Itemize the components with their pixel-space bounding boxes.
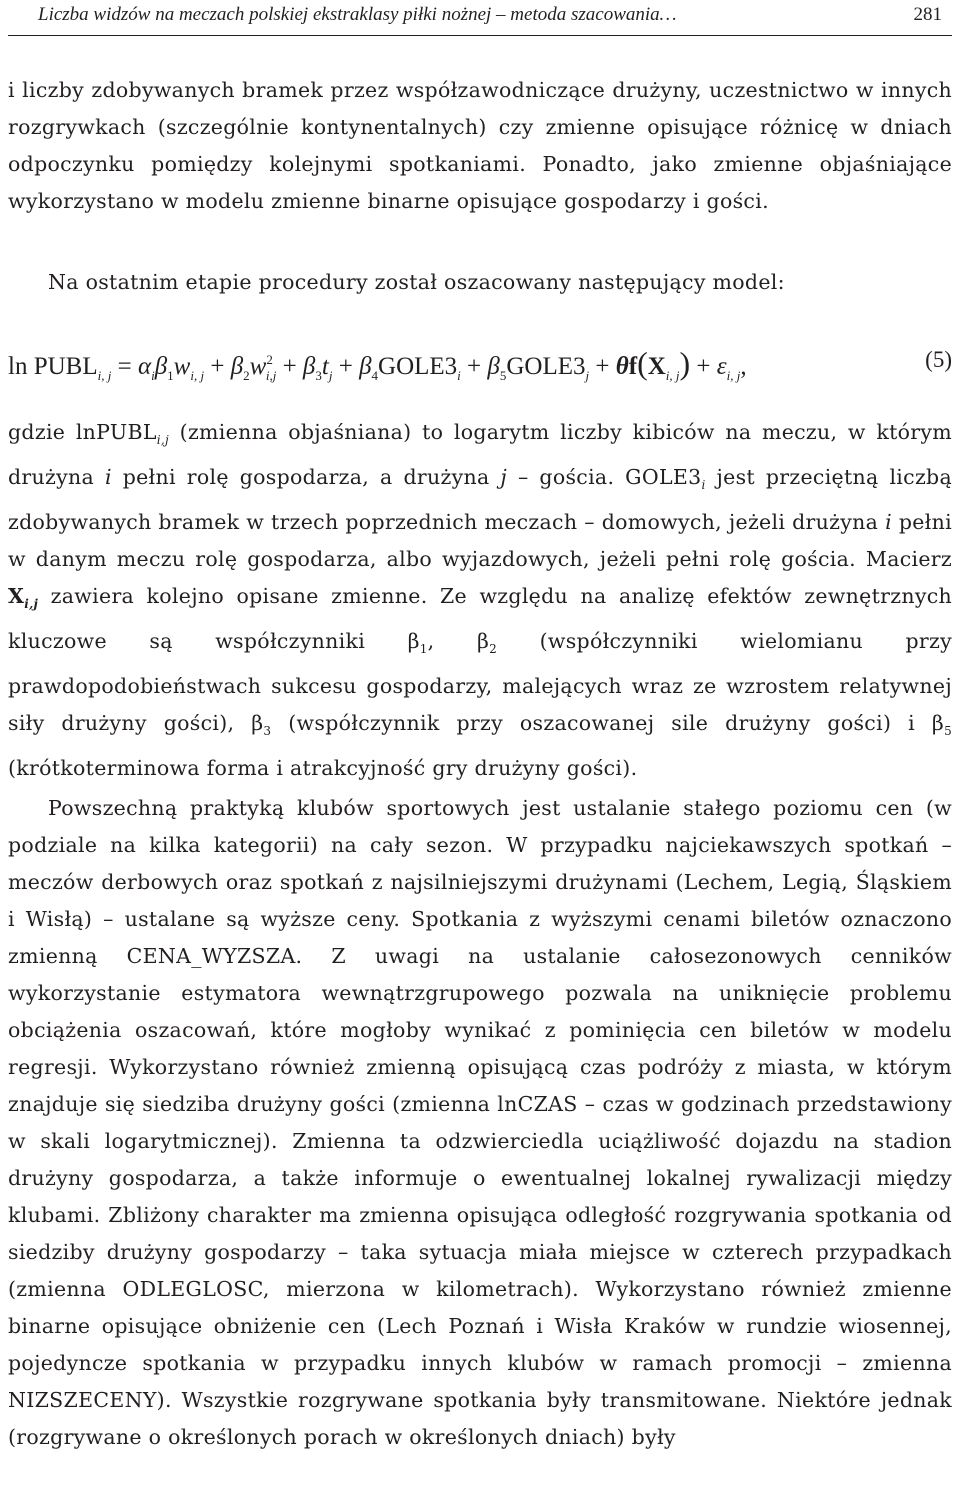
paragraph-2 (8, 264, 952, 301)
paragraph-2-text: Na ostatnim etapie procedury został oszacowany następujący model: (48, 270, 785, 294)
running-header (8, 0, 952, 34)
running-title: Liczba widzów na meczach polskiej ekstraklasy piłki nożnej – metoda szacowania… (38, 4, 677, 25)
paragraph-1 (8, 72, 952, 220)
paragraph-3: gdzie lnPUBL$_{i,j}$ (zmienna objaśniana) to logarytm liczby kibiców na meczu, w którym drużyna i pełni rolę gospodarza, a drużyna j – gościa. $GOLE3_i$ jest przeciętną liczbą zdobywanych bramek w trzech poprzednich meczach – domowych, jeżeli drużyna i pełni w danym meczu rolę gospodarza, albo wyjazdowych, jeżeli pełni rolę gościa. Macierz $X_{i,j}$ zawiera kolejno opisane zmienne. Ze względu na analizę efektów zewnętrznych kluczowe są współczynniki $\beta_1$, $\beta_2$ (współczynniki wielomianu przy prawdopodobieństwach sukcesu gospodarzy, malejących wraz ze wzrostem relatywnej siły drużyny gości), $\beta_3$ (współczynnik przy oszacowanej sile drużyny gości) i $\beta_5$ (krótkoterminowa forma i atrakcyjność gry drużyny gości). (8, 420, 952, 781)
paragraph-4 (8, 790, 952, 1456)
page-number: 281 (913, 4, 942, 25)
equation-expression: $\ln PUBL_{i, j} = \alpha_i\beta_1w_{i, j} + \beta_2w^2_{i,j} + \beta_3t_j$ + $\beta_4GOLE3_i$ + $\beta_5GOLE3_j + \theta f(X_{i, j}) + \varepsilon_{i, j}$, (8, 345, 747, 383)
equation-number: (5) (925, 347, 952, 372)
paragraph-1-text: i liczby zdobywanych bramek przez współzawodniczące drużyny, uczestnictwo w innych rozgrywkach (szczególnie kontynentalnych) czy zmienne opisujące różnicę w dniach odpoczynku pomiędzy kolejnymi spotkaniami. Ponadto, jako zmienne objaśniające wykorzystano w modelu zmienne binarne opisujące gospodarzy i gości. (8, 78, 952, 213)
paragraph-4-text: Powszechną praktyką klubów sportowych jest ustalanie stałego poziomu cen (w podziale na kilka kategorii) na cały sezon. W przypadku najciekawszych spotkań – meczów derbowych oraz spotkań z najsilniejszymi drużynami (Lechem, Legią, Śląskiem i Wisłą) – ustalane są wyższe ceny. Spotkania z wyższymi cenami biletów oznaczono zmienną CENA_WYZSZA. Z uwagi na ustalanie całosezonowych cenników wykorzystanie estymatora wewnątrzgrupowego pozwala na uniknięcie problemu obciążenia oszacowań, które mogłoby wynikać z pominięcia cen biletów w modelu regresji. Wykorzystano również zmienną opisującą czas podróży z miasta, w którym znajduje się siedziba drużyny gości (zmienna lnCZAS – czas w godzinach przedstawiony w skali logarytmicznej). Zmienna ta odzwierciedla uciążliwość dojazdu na stadion drużyny gospodarza, a także informuje o ewentualnej lokalnej rywalizacji między klubami. Zbliżony charakter ma zmienna opisująca odległość rozgrywania spotkania od siedziby drużyny gospodarzy – taka sytuacja miała miejsce w czterech przypadkach (zmienna ODLEGLOSC, mierzona w kilometrach). Wykorzystano również zmienne binarne opisujące obniżenie cen (Lech Poznań i Wisła Kraków w rundzie wiosennej, pojedyncze spotkania w przypadku innych klubów w ramach promocji – zmienna NIZSZECENY). Wszystkie rozgrywane spotkania były transmitowane. Niektóre jednak (rozgrywane o określonych porach w określonych dniach) były (8, 796, 952, 1449)
header-rule (8, 35, 952, 36)
equation-5 (8, 335, 952, 385)
